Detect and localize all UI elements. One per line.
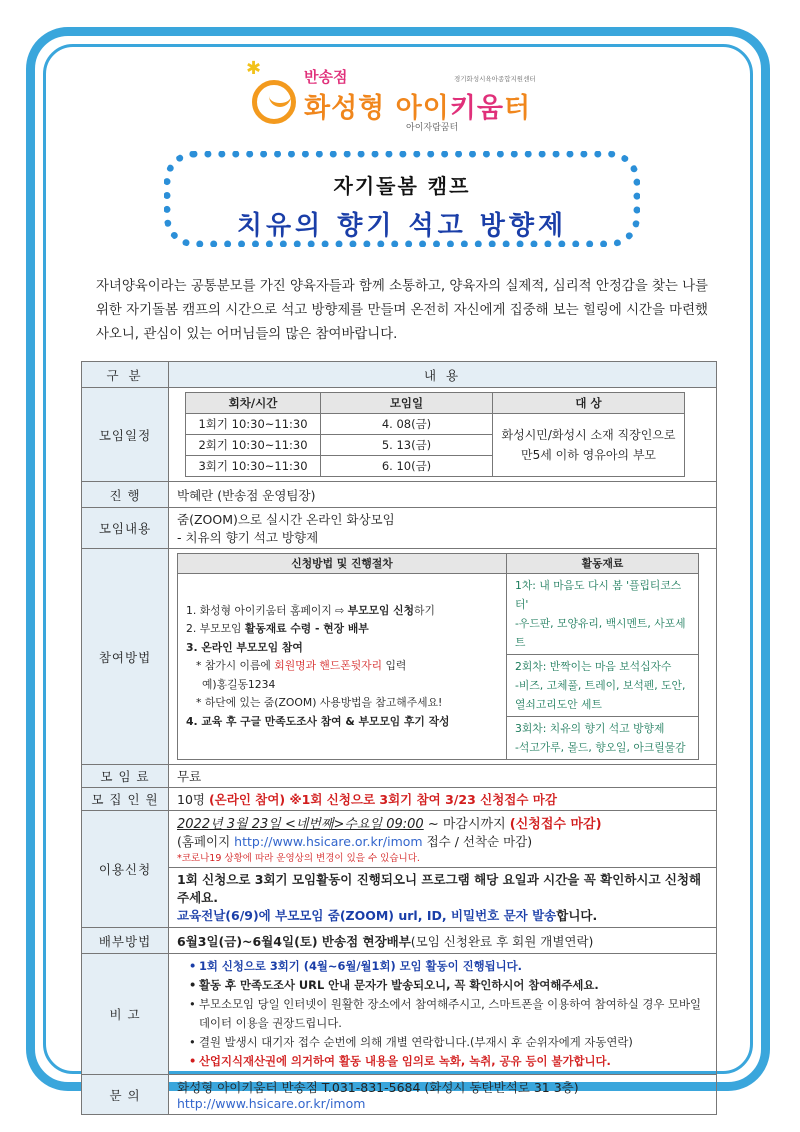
remark-item: • 부모소모임 당일 인터넷이 원활한 장소에서 참여해주시고, 스마트폰을 이용하여 참여하실 경우 모바일데이터 이용을 권장드립니다. bbox=[199, 995, 708, 1033]
schedule-target: 화성시민/화성시 소재 직장인으로 만5세 이하 영유아의 부모 bbox=[493, 414, 685, 477]
remark-item: • 활동 후 만족도조사 URL 안내 문자가 발송되오니, 꼭 확인하시어 참여해주세요. bbox=[199, 976, 708, 995]
header-content: 내 용 bbox=[169, 362, 717, 388]
zoom-notice: 교육전날(6/9)에 부모모임 줌(ZOOM) url, ID, 비밀번호 문자 발송 bbox=[177, 908, 557, 923]
remark-item: • 산업지식재산권에 의거하여 활동 내용을 임의로 녹화, 녹취, 공유 등이 불가합니다. bbox=[199, 1052, 708, 1071]
schedule-header-target: 대 상 bbox=[493, 393, 685, 414]
contact-value: 화성형 아이키움터 반송점 T.031-831-5684 (화성시 동탄반석로 31 3층) http://www.hsicare.or.kr/imom bbox=[169, 1075, 717, 1115]
remarks-list bbox=[187, 957, 708, 1071]
schedule-date-3: 6. 10(금) bbox=[321, 456, 493, 477]
label-host: 진 행 bbox=[82, 482, 169, 508]
logo-subtitle: 아이자람꿈터 bbox=[406, 123, 459, 133]
label-distribution: 배부방법 bbox=[82, 928, 169, 954]
label-apply: 이용신청 bbox=[82, 811, 169, 928]
label-participation: 참여방법 bbox=[82, 549, 169, 765]
content-value: 줌(ZOOM)으로 실시간 온라인 화상모임 - 치유의 향기 석고 방향제 bbox=[169, 508, 717, 549]
schedule-cell bbox=[169, 388, 717, 482]
schedule-session-2: 2회기 10:30~11:30 bbox=[186, 435, 321, 456]
participation-table bbox=[177, 553, 699, 760]
remark-item: • 결원 발생시 대기자 접수 순번에 의해 개별 연락합니다.(부재시 후 순위자에게 자동연락) bbox=[199, 1033, 708, 1052]
label-contact: 문 의 bbox=[82, 1075, 169, 1115]
homepage-link[interactable]: http://www.hsicare.or.kr/imom bbox=[234, 834, 423, 849]
intro-paragraph: 자녀양육이라는 공통분모를 가진 양육자들과 함께 소통하고, 양육자의 실제적, 심리적 안정감을 찾는 나를 위한 자기돌봄 캠프의 시간으로 석고 방향제를 만들며 온전히 자신에게 집중해 보는 힐링에 시간을 마련했사오니, 관심이 있는 어머님들의 많은 참여바랍니다. bbox=[96, 279, 708, 342]
info-table bbox=[81, 361, 717, 1115]
logo-branch: 반송점 bbox=[304, 68, 348, 86]
material-2: 2회차: 반짝이는 마음 보석십자수 -비즈, 고체풀, 트레이, 보석펜, 도안, 열쇠고리도안 세트 bbox=[507, 655, 699, 717]
apply-date: 2022년 3월 23일 <네번째>수요일 09:00 bbox=[177, 817, 424, 832]
material-3: 3회차: 치유의 향기 석고 방향제 -석고가루, 몰드, 향오일, 아크릴물감 bbox=[507, 717, 699, 760]
host-value: 박혜란 (반송점 운영팀장) bbox=[169, 482, 717, 508]
label-remarks: 비 고 bbox=[82, 954, 169, 1075]
schedule-header-session: 회차/시간 bbox=[186, 393, 321, 414]
covid-note: *코로나19 상황에 따라 운영상의 변경이 있을 수 있습니다. bbox=[177, 853, 420, 864]
apply-notice: 1회 신청으로 3회기 모임활동이 진행되오니 프로그램 해당 요일과 시간을 꼭 확인하시고 신청해 주세요. bbox=[177, 872, 702, 905]
schedule-session-3: 3회기 10:30~11:30 bbox=[186, 456, 321, 477]
logo-name: 화성형 아이키움터 bbox=[304, 93, 532, 124]
star-icon: ✱ bbox=[246, 58, 262, 79]
schedule-date-2: 5. 13(금) bbox=[321, 435, 493, 456]
title-box bbox=[164, 151, 640, 247]
material-1: 1차: 내 마음도 다시 봄 '플립티코스터' -우드판, 모양유리, 백시멘트, 사포세트 bbox=[507, 574, 699, 655]
center-logo bbox=[246, 58, 556, 140]
label-capacity: 모 집 인 원 bbox=[82, 788, 169, 811]
apply-cell: 2022년 3월 23일 <네번째>수요일 09:00 ~ 마감시까지 (신청접수 마감) (홈페이지 http://www.hsicare.or.kr/imom 접수 / 선착순 마감) *코로나19 상황에 따라 운영상의 변경이 있을 수 있습니다. 1회 신청으로 3회기 모임활동이 진행되오니 프로그램 해당 요일과 시간을 꼭 확인하시고 신청해 주세요. 교육전날(6/9)에 부모모임 줌(ZOOM) url, ID, 비밀번호 문자 발송합니다. bbox=[169, 811, 717, 928]
method-header: 신청방법 및 진행절차 bbox=[178, 554, 507, 574]
capacity-value: 10명 (온라인 참여) ※1회 신청으로 3회기 참여 3/23 신청접수 마감 bbox=[169, 788, 717, 811]
fee-value: 무료 bbox=[169, 765, 717, 788]
method-steps: 1. 화성형 아이키움터 홈페이지 ⇨ 부모모임 신청하기 2. 부모모임 활동재료 수령 - 현장 배부 3. 온라인 부모모임 참여 * 참가시 이름에 회원명과 핸드폰뒷자리 입력 예)홍길동1234 * 하단에 있는 줌(ZOOM) 사용방법을 참고해주세요! 4. 교육 후 구글 만족도조사 참여 & 부모모임 후기 작성 bbox=[178, 574, 507, 760]
schedule-header-date: 모임일 bbox=[321, 393, 493, 414]
distribution-value: 6월3일(금)~6월4일(토) 반송점 현장배부(모임 신청완료 후 회원 개별연락) bbox=[169, 928, 717, 954]
smile-face-icon bbox=[252, 80, 296, 124]
title-line2: 치유의 향기 석고 방향제 bbox=[236, 211, 568, 241]
schedule-session-1: 1회기 10:30~11:30 bbox=[186, 414, 321, 435]
remarks-cell bbox=[169, 954, 717, 1075]
title-line1: 자기돌봄 캠프 bbox=[333, 174, 471, 198]
header-category: 구 분 bbox=[82, 362, 169, 388]
apply-closed: (신청접수 마감) bbox=[509, 817, 602, 832]
materials-header: 활동재료 bbox=[507, 554, 699, 574]
schedule-date-1: 4. 08(금) bbox=[321, 414, 493, 435]
participation-cell bbox=[169, 549, 717, 765]
contact-link[interactable]: http://www.hsicare.or.kr/imom bbox=[177, 1096, 366, 1111]
label-fee: 모 임 료 bbox=[82, 765, 169, 788]
org-logo: 경기화성시육아종합지원센터 bbox=[454, 75, 536, 83]
label-content: 모임내용 bbox=[82, 508, 169, 549]
remark-item: • 1회 신청으로 3회기 (4월~6월/월1회) 모임 활동이 진행됩니다. bbox=[199, 957, 708, 976]
schedule-table bbox=[185, 392, 685, 477]
label-schedule: 모임일정 bbox=[82, 388, 169, 482]
